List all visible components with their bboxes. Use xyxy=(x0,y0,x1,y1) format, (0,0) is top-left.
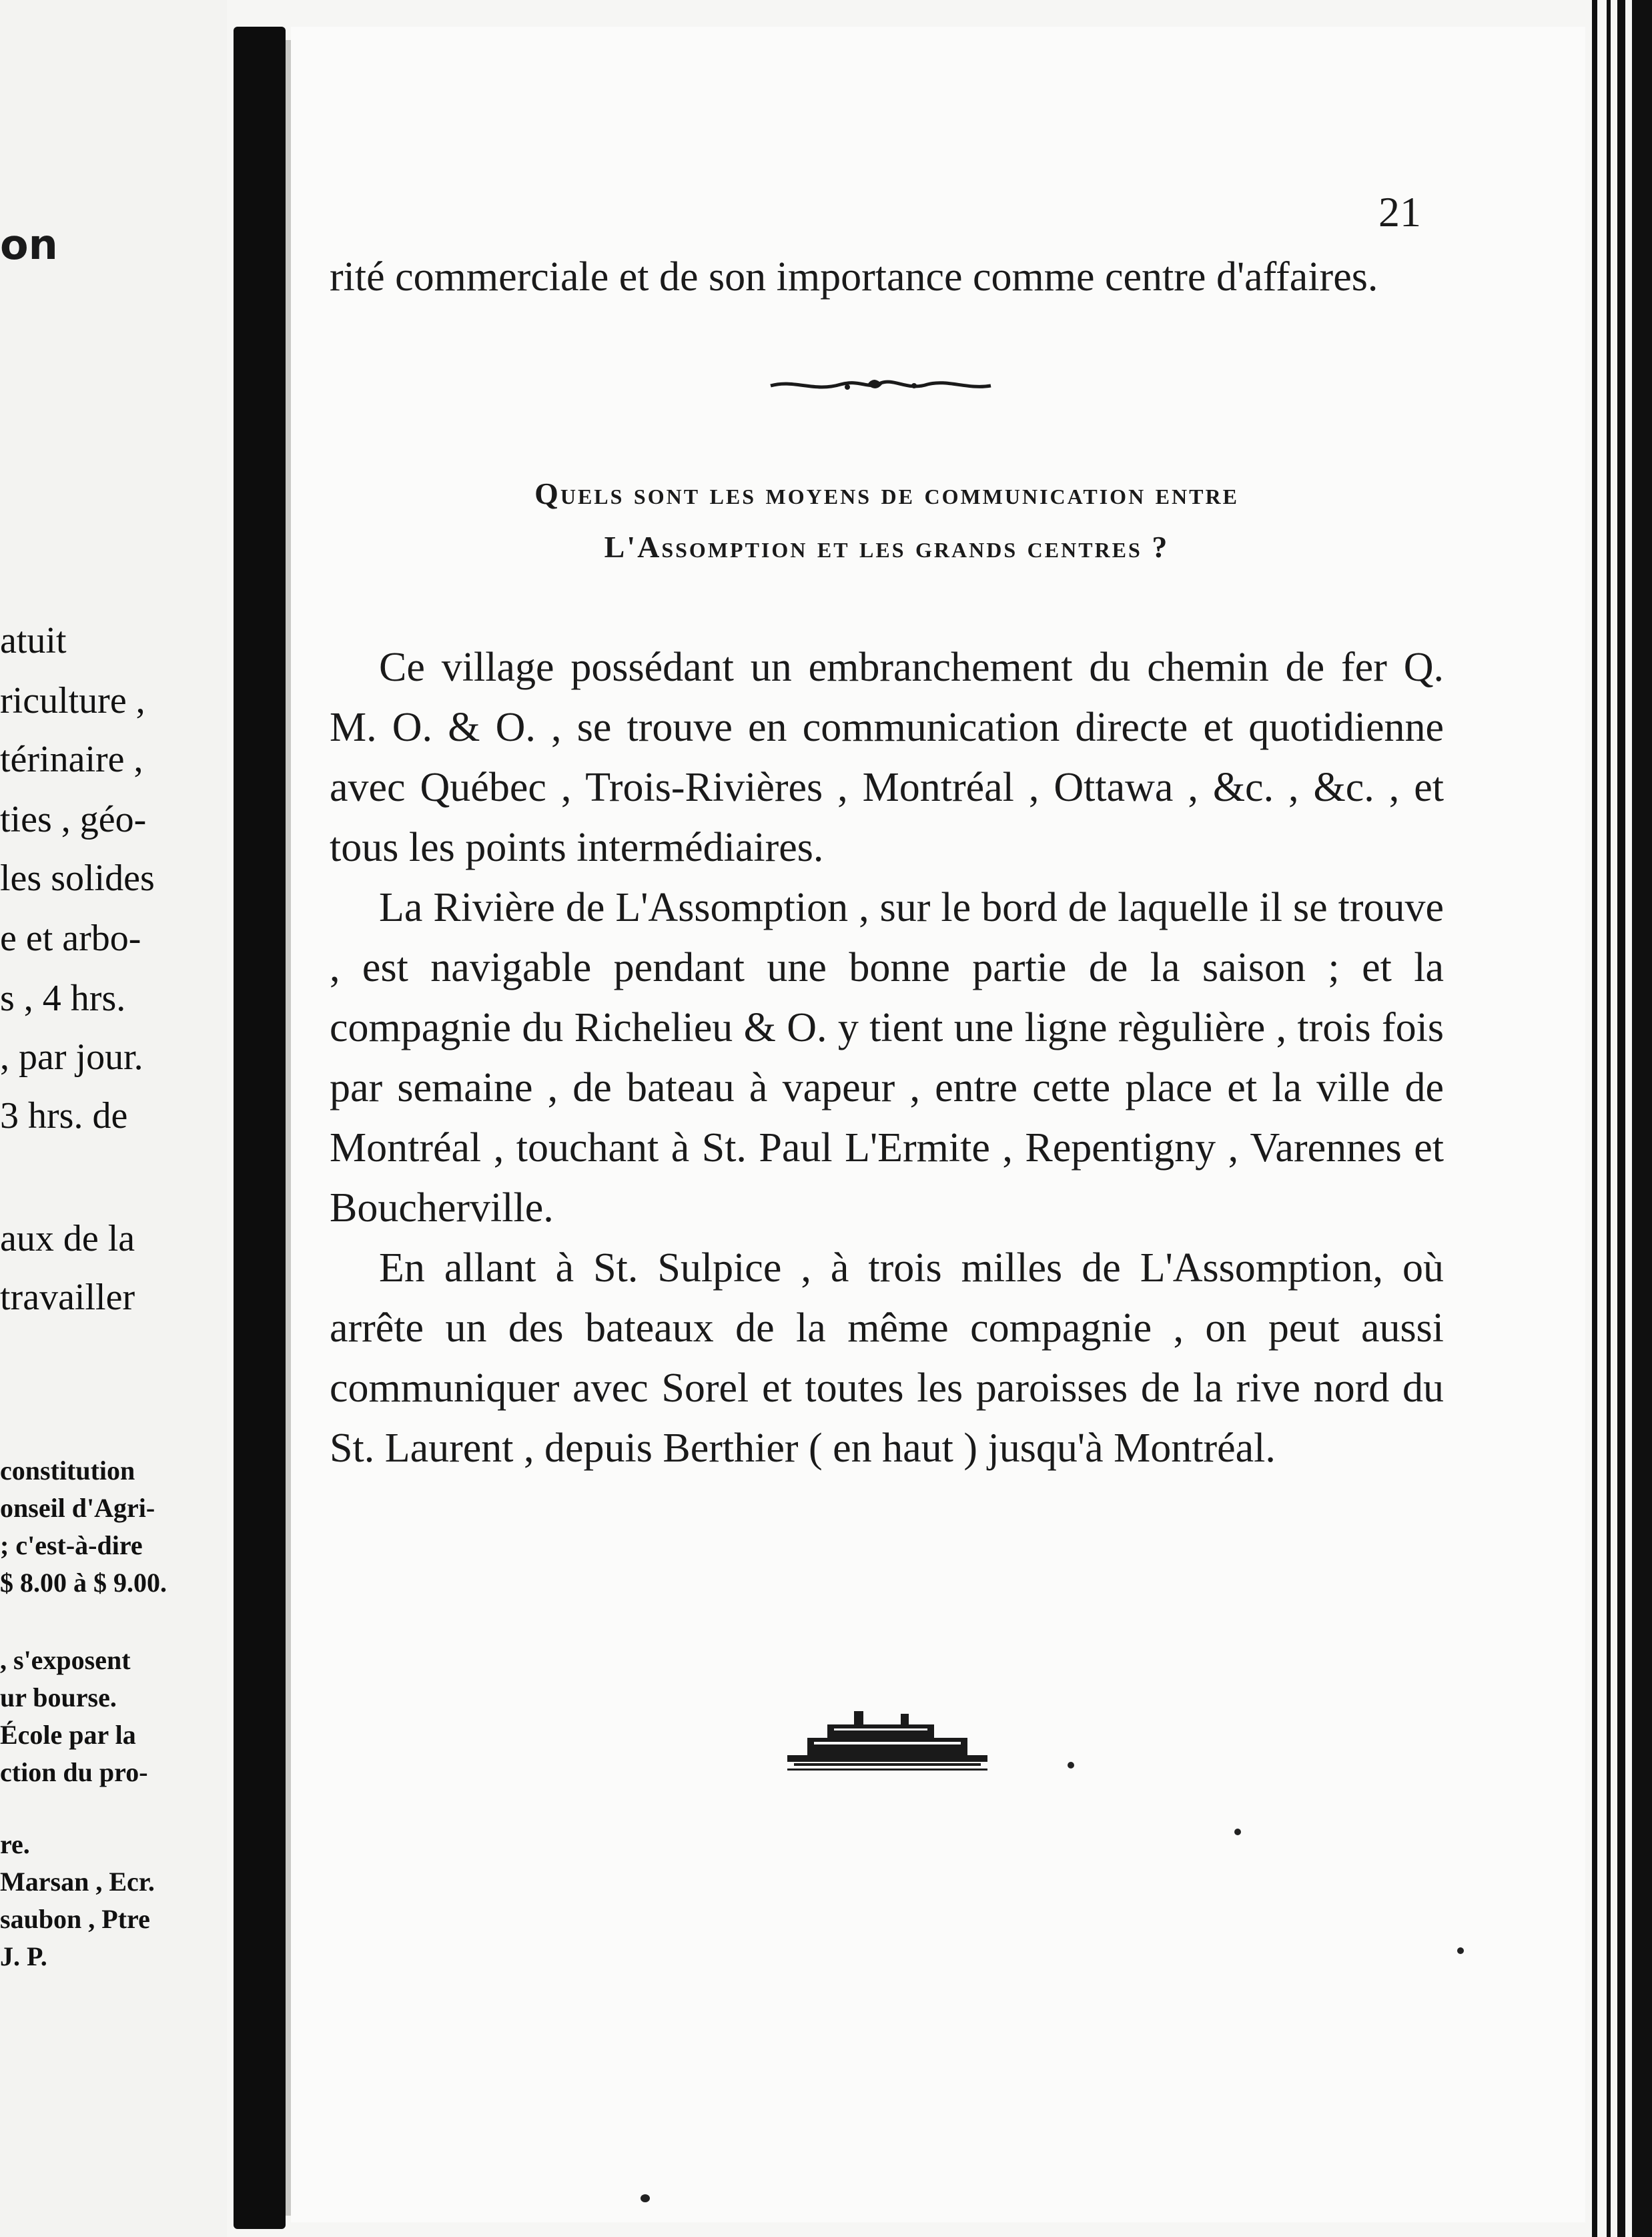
previous-page-note-line: ; c'est-à-dire xyxy=(0,1530,143,1560)
main-text xyxy=(330,637,1444,1478)
previous-page-note-line: saubon , Ptre xyxy=(0,1904,150,1934)
previous-page-line: les solides xyxy=(0,858,155,899)
page-edge xyxy=(1632,0,1652,2237)
previous-page-note-line: Marsan , Ecr. xyxy=(0,1867,155,1897)
previous-page-line: , par jour. xyxy=(0,1036,143,1078)
ink-speck xyxy=(641,2194,650,2202)
page-edge xyxy=(1607,0,1611,2237)
previous-page-note-line: J. P. xyxy=(0,1941,47,1971)
previous-page-heading-fragment: on xyxy=(0,220,58,269)
previous-page-note-line: onseil d'Agri- xyxy=(0,1493,155,1523)
fleuron-divider-icon xyxy=(767,375,994,395)
steamboat-icon xyxy=(787,1708,987,1775)
previous-page-line: térinaire , xyxy=(0,739,143,780)
gutter-edge xyxy=(286,40,291,2216)
paragraph: Ce village possédant un embranchement du chemin de fer Q. M. O. & O. , se trouve en communication directe et quotidienne avec Québec , Trois-Rivières , Montréal , Ottawa , &c. , &c. , et tous les points intermédiaires. xyxy=(330,645,1444,870)
previous-page-line: 3 hrs. de xyxy=(0,1095,128,1137)
page-edge xyxy=(1617,0,1625,2237)
previous-page-line: riculture , xyxy=(0,680,145,721)
book-gutter xyxy=(234,27,286,2229)
previous-page-line: atuit xyxy=(0,620,67,661)
previous-page-line: ties , géo- xyxy=(0,799,147,840)
previous-page-note-line: constitution xyxy=(0,1456,135,1486)
page-edge xyxy=(1592,0,1597,2237)
section-heading-line-2: L'Assomption et les grands centres ? xyxy=(604,530,1170,564)
intro-paragraph xyxy=(330,247,1444,307)
ink-speck xyxy=(1234,1829,1241,1835)
ink-speck xyxy=(1457,1947,1464,1954)
previous-page-note-line: ction du pro- xyxy=(0,1757,148,1787)
previous-page-fragment xyxy=(0,0,227,2237)
page-number: 21 xyxy=(1378,188,1421,236)
paragraph: La Rivière de L'Assomption , sur le bord de laquelle il se trouve , est navigable pendant une bonne partie de la saison ; et la compagnie du Richelieu & O. y tient une ligne règulière , trois fois par semaine , de bateau à vapeur , entre cette place et la ville de Montréal , touchant à St. Paul L'Ermite , Repentigny , Varennes et Boucherville. xyxy=(330,885,1444,1231)
previous-page-line: travailler xyxy=(0,1277,135,1318)
ink-speck xyxy=(1068,1762,1074,1769)
previous-page-note-line: École par la xyxy=(0,1720,136,1750)
previous-page-line: aux de la xyxy=(0,1218,135,1259)
previous-page-line: e et arbo- xyxy=(0,918,141,959)
previous-page-line: s , 4 hrs. xyxy=(0,978,126,1019)
previous-page-note-line: $ 8.00 à $ 9.00. xyxy=(0,1568,167,1598)
paragraph: En allant à St. Sulpice , à trois milles de L'Assomption, où arrête un des bateaux de la même compagnie , on peut aussi communiquer avec Sorel et toutes les paroisses de la rive nord du St. Laurent , depuis Berthier ( en haut ) jusqu'à Montréal. xyxy=(330,1245,1444,1471)
section-heading xyxy=(330,467,1444,574)
previous-page-note-line: ur bourse. xyxy=(0,1682,117,1712)
previous-page-note-line: , s'exposent xyxy=(0,1645,131,1675)
previous-page-note-line: re. xyxy=(0,1829,30,1859)
intro-text: rité commerciale et de son importance comme centre d'affaires. xyxy=(330,254,1378,300)
section-heading-line-1: Quels sont les moyens de communication entre xyxy=(534,476,1239,511)
